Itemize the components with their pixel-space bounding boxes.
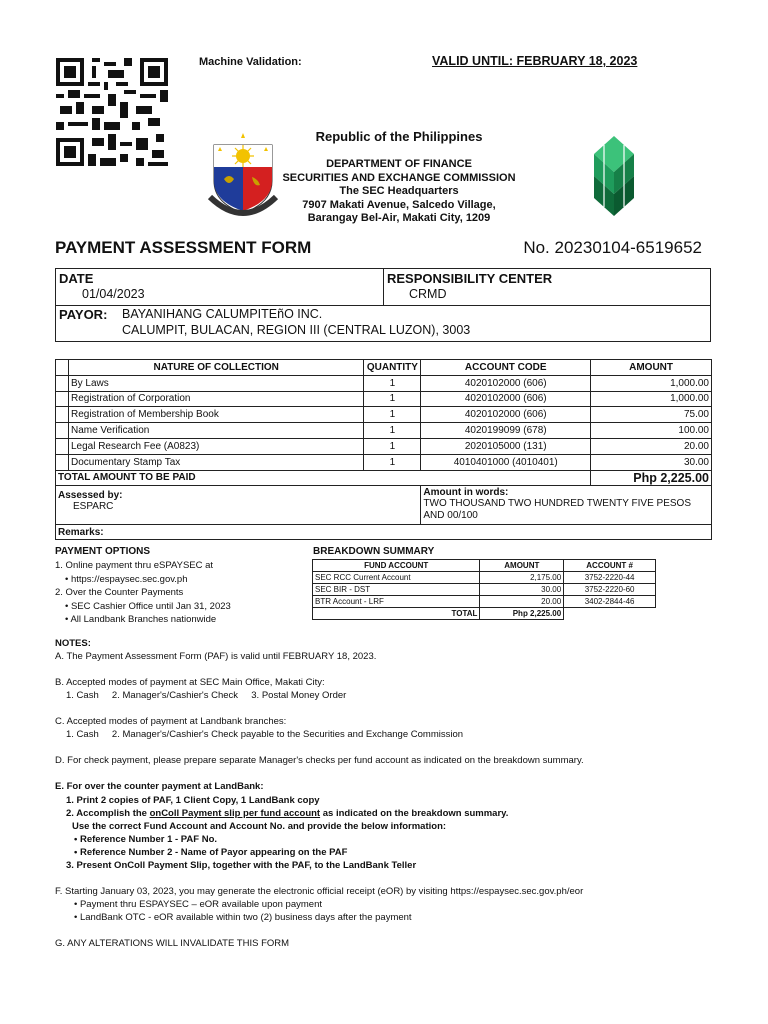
nature-cell: Legal Research Fee (A0823) (68, 438, 363, 454)
note-e1: 1. Print 2 copies of PAF, 1 Client Copy, 1 LandBank copy (66, 795, 320, 806)
note-e2: 2. Accomplish the onColl Payment slip per fund account as indicated on the breakdown summary. (66, 808, 509, 819)
agency-line: 7907 Makati Avenue, Salcedo Village, (302, 198, 496, 211)
nature-cell: Registration of Membership Book (68, 407, 363, 423)
note-e: E. For over the counter payment at LandBank: (55, 781, 264, 792)
responsibility-center-value: CRMD (409, 287, 447, 301)
quantity-cell: 1 (364, 375, 421, 391)
agency-line: The SEC Headquarters (339, 185, 459, 198)
breakdown-row (313, 584, 656, 596)
payment-option-line: 1. Online payment thru eSPAYSEC at (55, 560, 214, 571)
table-header-row (56, 360, 712, 376)
payment-option-line: • SEC Cashier Office until Jan 31, 2023 (65, 600, 231, 612)
account-cell: 3402-2844-46 (564, 596, 656, 608)
header-fund-account: FUND ACCOUNT (313, 560, 480, 572)
amount-cell: 2,175.00 (480, 572, 564, 584)
quantity-cell: 1 (364, 391, 421, 407)
account-code-cell: 4010401000 (4010401) (421, 454, 591, 470)
note-b-list: 1. Cash 2. Manager's/Cashier's Check 3. Postal Money Order (66, 690, 347, 701)
assessed-by-value: ESPARC (73, 501, 114, 513)
header-quantity: QUANTITY (364, 360, 421, 376)
note-f1: • Payment thru ESPAYSEC – eOR available upon payment (74, 899, 322, 910)
amount-cell: 20.00 (591, 438, 712, 454)
notes-title: NOTES: (55, 638, 91, 649)
form-title: PAYMENT ASSESSMENT FORM (55, 238, 312, 257)
table-row (56, 391, 712, 407)
total-label: TOTAL AMOUNT TO BE PAID (56, 470, 591, 486)
quantity-cell: 1 (364, 423, 421, 439)
note-e2b: Use the correct Fund Account and Account No. and provide the below information: (72, 821, 447, 832)
fund-cell: SEC RCC Current Account (313, 572, 480, 584)
amount-cell: 100.00 (591, 423, 712, 439)
header-amount: AMOUNT (591, 360, 712, 376)
quantity-cell: 1 (364, 454, 421, 470)
responsibility-center-label: RESPONSIBILITY CENTER (387, 271, 553, 286)
note-d: D. For check payment, please prepare separate Manager's checks per fund account as indicated on the breakdown summary. (55, 755, 584, 766)
payor-name: BAYANIHANG CALUMPITEñO INC. (122, 307, 323, 321)
remarks-row (56, 525, 712, 540)
amount-in-words-label: Amount in words: (423, 487, 509, 499)
table-row (56, 438, 712, 454)
header-account-number: ACCOUNT # (564, 560, 656, 572)
breakdown-header-row (313, 560, 656, 572)
agency-line: Barangay Bel-Air, Makati City, 1209 (307, 212, 491, 225)
amount-cell: 1,000.00 (591, 391, 712, 407)
collection-table (55, 359, 712, 540)
payment-options-list (55, 559, 231, 627)
note-e2c: • Reference Number 1 - PAF No. (74, 834, 218, 845)
table-row (56, 454, 712, 470)
nature-cell: By Laws (68, 375, 363, 391)
oncoll-slip-text: onColl Payment slip per fund account (149, 808, 321, 819)
agency-line: DEPARTMENT OF FINANCE (326, 158, 472, 170)
machine-validation-label: Machine Validation: (199, 56, 302, 68)
header-account-code: ACCOUNT CODE (421, 360, 591, 376)
amount-cell: 30.00 (480, 584, 564, 596)
amount-cell: 20.00 (480, 596, 564, 608)
sec-logo-icon (582, 132, 646, 218)
breakdown-table (312, 559, 656, 620)
quantity-cell: 1 (364, 407, 421, 423)
table-row (56, 407, 712, 423)
republic-heading: Republic of the Philippines (315, 129, 483, 144)
payor-label: PAYOR: (59, 307, 108, 322)
amount-in-words-value: TWO THOUSAND TWO HUNDRED TWENTY FIVE PESOS AND 00/100 (423, 498, 692, 522)
breakdown-total-row (313, 608, 656, 620)
remarks-label: Remarks: (56, 525, 712, 540)
account-code-cell: 4020199099 (678) (421, 423, 591, 439)
form-number: No. 20230104-6519652 (523, 238, 702, 257)
amount-cell: 1,000.00 (591, 375, 712, 391)
qr-code (56, 58, 168, 166)
breakdown-row (313, 572, 656, 584)
table-row (56, 423, 712, 439)
agency-line: SECURITIES AND EXCHANGE COMMISSION (282, 171, 516, 184)
total-value: Php 2,225.00 (591, 470, 712, 486)
account-code-cell: 2020105000 (131) (421, 438, 591, 454)
total-row (56, 470, 712, 486)
account-cell: 3752-2220-60 (564, 584, 656, 596)
account-code-cell: 4020102000 (606) (421, 375, 591, 391)
nature-cell: Name Verification (68, 423, 363, 439)
fund-cell: SEC BIR - DST (313, 584, 480, 596)
quantity-cell: 1 (364, 438, 421, 454)
assessed-by-label: Assessed by: (58, 490, 123, 502)
fund-cell: BTR Account - LRF (313, 596, 480, 608)
payment-options-title: PAYMENT OPTIONS (55, 546, 151, 557)
nature-cell: Documentary Stamp Tax (68, 454, 363, 470)
payment-option-link[interactable]: • https://espaysec.sec.gov.ph (65, 573, 188, 585)
date-label: DATE (59, 271, 94, 286)
assessed-row (56, 486, 712, 525)
note-f2: • LandBank OTC - eOR available within two (2) business days after the payment (74, 912, 412, 923)
payor-address: CALUMPIT, BULACAN, REGION III (CENTRAL LUZON), 3003 (122, 323, 471, 337)
payment-option-line: 2. Over the Counter Payments (55, 587, 184, 598)
header-amount: AMOUNT (480, 560, 564, 572)
header-nature: NATURE OF COLLECTION (68, 360, 363, 376)
agency-address (0, 158, 768, 226)
nature-cell: Registration of Corporation (68, 391, 363, 407)
account-code-cell: 4020102000 (606) (421, 391, 591, 407)
date-value: 01/04/2023 (82, 287, 145, 301)
amount-cell: 75.00 (591, 407, 712, 423)
breakdown-total-value: Php 2,225.00 (480, 608, 564, 620)
payment-option-line: • All Landbank Branches nationwide (65, 614, 217, 625)
amount-cell: 30.00 (591, 454, 712, 470)
note-g: G. ANY ALTERATIONS WILL INVALIDATE THIS FORM (55, 938, 290, 949)
note-e2d: • Reference Number 2 - Name of Payor appearing on the PAF (74, 847, 348, 858)
note-b: B. Accepted modes of payment at SEC Main Office, Makati City: (55, 677, 325, 688)
breakdown-total-label: TOTAL (313, 608, 480, 620)
note-e3: 3. Present OnColl Payment Slip, together with the PAF, to the LandBank Teller (66, 860, 417, 871)
form-header-box (55, 268, 711, 342)
valid-until: VALID UNTIL: FEBRUARY 18, 2023 (432, 54, 638, 68)
note-c: C. Accepted modes of payment at Landbank branches: (55, 716, 287, 727)
note-a: A. The Payment Assessment Form (PAF) is valid until FEBRUARY 18, 2023. (55, 651, 377, 662)
account-code-cell: 4020102000 (606) (421, 407, 591, 423)
note-f: F. Starting January 03, 2023, you may generate the electronic official receipt (eOR) by visiting https://espaysec.sec.gov.ph/eor (55, 886, 584, 897)
account-cell: 3752-2220-44 (564, 572, 656, 584)
table-row (56, 375, 712, 391)
breakdown-row (313, 596, 656, 608)
note-c-list: 1. Cash 2. Manager's/Cashier's Check payable to the Securities and Exchange Commission (66, 729, 464, 740)
breakdown-title: BREAKDOWN SUMMARY (313, 546, 435, 557)
